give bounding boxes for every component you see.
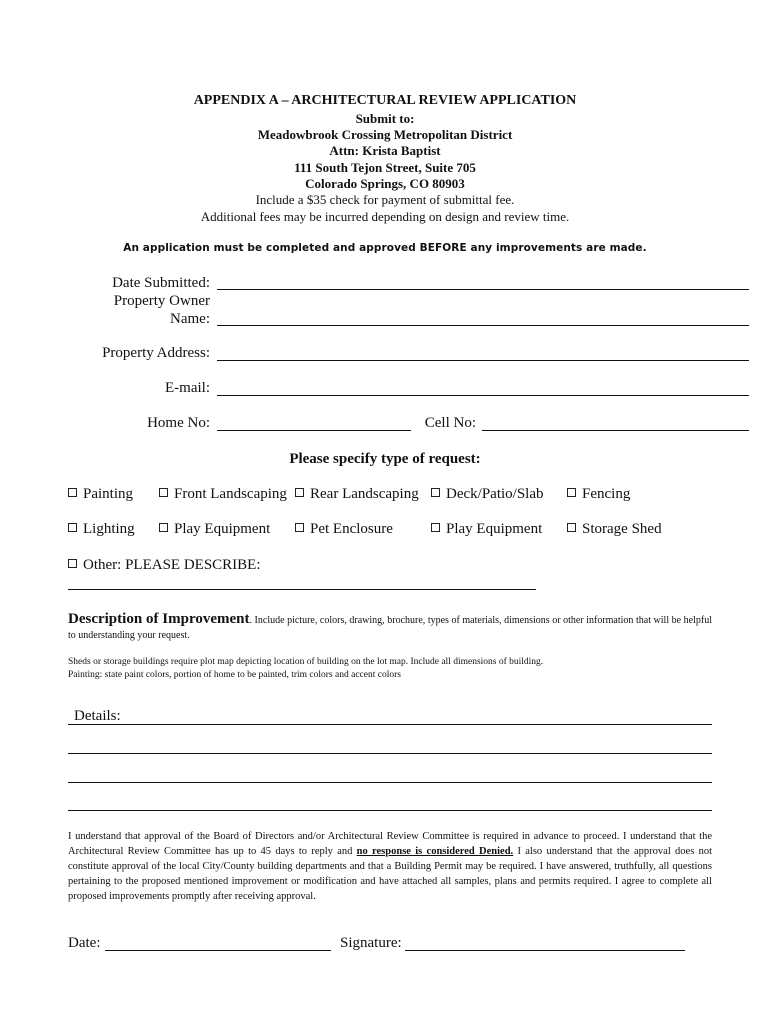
date-submitted-label: Date Submitted:: [112, 275, 210, 291]
property-address-field[interactable]: [217, 360, 749, 361]
checkbox-icon: [567, 523, 576, 532]
checkbox-icon: [68, 523, 77, 532]
checkbox-icon: [159, 523, 168, 532]
checkbox-painting[interactable]: Painting: [68, 486, 133, 503]
page-title: APPENDIX A – ARCHITECTURAL REVIEW APPLICATION: [193, 93, 577, 108]
checkbox-play-equipment-2[interactable]: Play Equipment: [431, 521, 542, 538]
checkbox-rear-landscaping[interactable]: Rear Landscaping: [295, 486, 419, 503]
date-label: Date:: [68, 935, 101, 951]
email-field[interactable]: [217, 395, 749, 396]
property-address-label: Property Address:: [102, 345, 210, 361]
checkbox-pet-enclosure[interactable]: Pet Enclosure: [295, 521, 393, 538]
request-type-heading: Please specify type of request:: [289, 451, 481, 467]
details-line-3[interactable]: [68, 782, 712, 783]
additional-fees-note: Additional fees may be incurred depending on design and review time.: [200, 209, 570, 224]
checkbox-icon: [295, 523, 304, 532]
checkbox-front-landscaping[interactable]: Front Landscaping: [159, 486, 287, 503]
denied-emphasis: no response is considered Denied.: [356, 846, 514, 857]
owner-label-line1: Property Owner: [113, 293, 210, 309]
painting-note: Painting: state paint colors, portion of home to be painted, trim colors and accent colors: [68, 670, 401, 680]
street-address: 111 South Tejon Street, Suite 705: [294, 160, 476, 175]
submit-to: Submit to:: [355, 111, 415, 126]
approval-notice: An application must be completed and approved BEFORE any improvements are made.: [123, 242, 647, 254]
checkbox-icon: [431, 488, 440, 497]
checkbox-fencing[interactable]: Fencing: [567, 486, 630, 503]
signature-field[interactable]: [405, 950, 685, 951]
description-instructions: . Include picture, colors, drawing, brochure, types of materials, dimensions or other information that will be helpful to understanding your request.: [68, 615, 712, 641]
home-phone-label: Home No:: [147, 415, 210, 431]
checkbox-lighting[interactable]: Lighting: [68, 521, 135, 538]
date-submitted-field[interactable]: [217, 289, 749, 290]
checkbox-icon: [68, 559, 77, 568]
agreement-paragraph: I understand that approval of the Board of Directors and/or Architectural Review Committee is required in advance to proceed. I understand that the Architectural Review Committee has up to 45 days to reply and no response is considered Denied. I also understand that the approval does not constitute approval of the local City/County building departments and that a Building Permit may be required. I have answered, truthfully, all questions pertaining to the proposed mentioned improvement or modification and have attached all samples, plans and permits required. I agree to complete all proposed improvements promptly after receiving approval.: [68, 831, 712, 902]
owner-label-line2: Name:: [170, 311, 210, 327]
details-line-2[interactable]: [68, 753, 712, 754]
district-name: Meadowbrook Crossing Metropolitan District: [257, 127, 513, 142]
checkbox-icon: [431, 523, 440, 532]
description-heading: Description of Improvement: [68, 611, 250, 627]
signature-label: Signature:: [340, 935, 402, 951]
cell-phone-field[interactable]: [482, 430, 749, 431]
home-phone-field[interactable]: [217, 430, 411, 431]
checkbox-storage-shed[interactable]: Storage Shed: [567, 521, 662, 538]
email-label: E-mail:: [165, 380, 210, 396]
checkbox-icon: [68, 488, 77, 497]
checkbox-deck-patio-slab[interactable]: Deck/Patio/Slab: [431, 486, 544, 503]
checkbox-other[interactable]: Other: PLEASE DESCRIBE:: [68, 557, 261, 574]
attention-line: Attn: Krista Baptist: [329, 143, 441, 158]
sheds-note: Sheds or storage buildings require plot map depicting location of building on the lot map. Include all dimensions of building.: [68, 657, 544, 667]
details-line-1[interactable]: [68, 724, 712, 725]
checkbox-icon: [295, 488, 304, 497]
fee-note: Include a $35 check for payment of submittal fee.: [255, 192, 515, 207]
checkbox-icon: [159, 488, 168, 497]
date-field[interactable]: [105, 950, 331, 951]
details-line-4[interactable]: [68, 810, 712, 811]
checkbox-play-equipment[interactable]: Play Equipment: [159, 521, 270, 538]
description-paragraph: [68, 612, 712, 643]
checkbox-icon: [567, 488, 576, 497]
details-label: Details:: [74, 708, 121, 724]
cell-phone-label: Cell No:: [424, 415, 476, 431]
other-description-field[interactable]: [68, 589, 536, 590]
city-state-zip: Colorado Springs, CO 80903: [305, 176, 465, 191]
owner-name-field[interactable]: [217, 325, 749, 326]
